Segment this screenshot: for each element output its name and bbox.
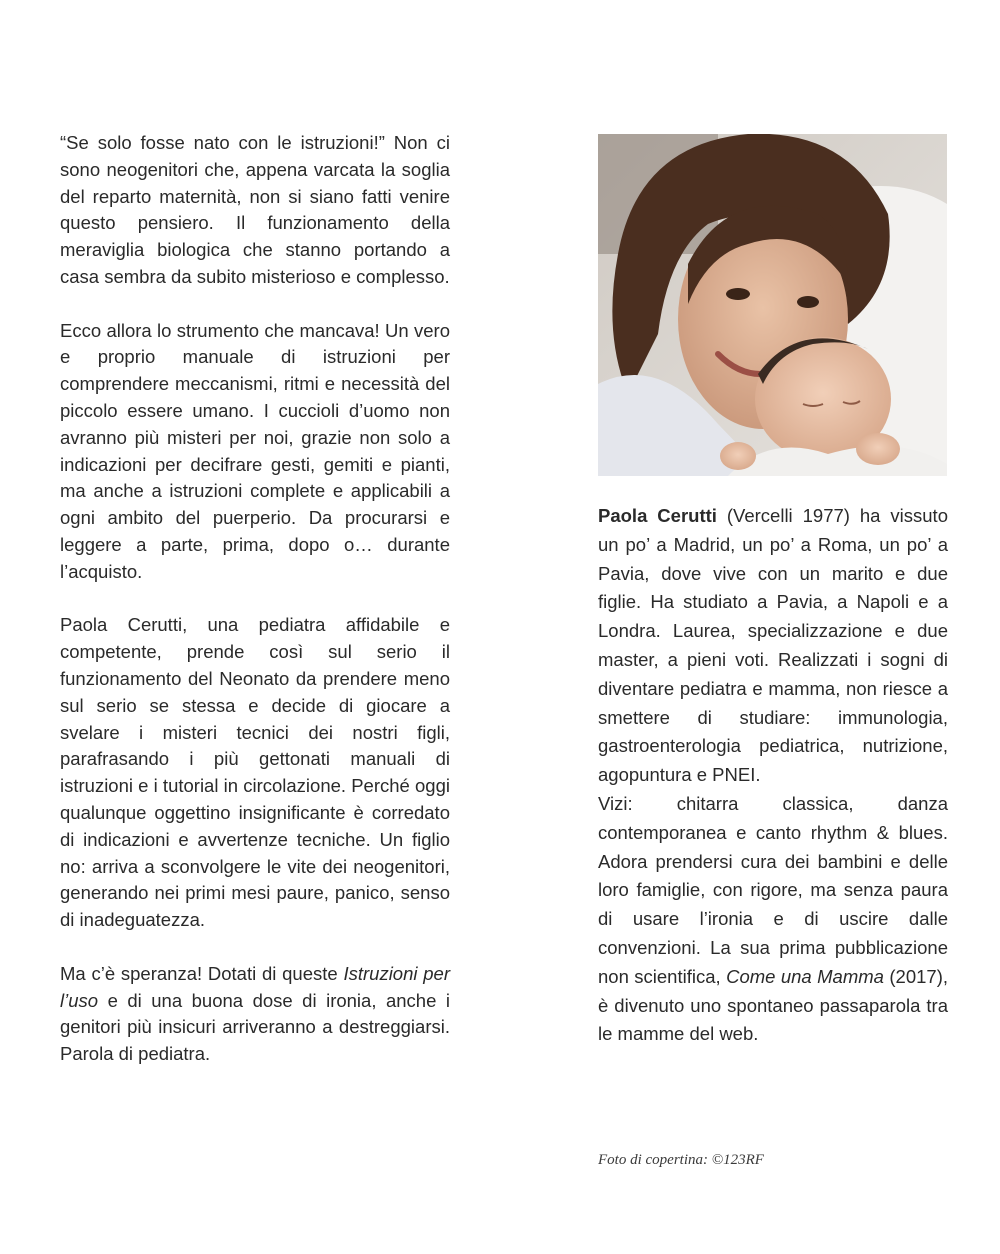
blurb-paragraph-4: [60, 961, 450, 1068]
author-bio: [598, 502, 948, 1049]
author-column: [598, 134, 948, 1049]
previous-book-title: Come una Mamma: [726, 965, 884, 987]
blurb-paragraph-3: Paola Cerutti, una pediatra affidabile e competente, prende così sul serio il funzionamento del Neonato da prendere meno sul serio se stessa e decide di giocare a svelare i misteri tecnici dei nostri figli, parafrasando i più gettonati manuali di istruzioni e i tutorial in circolazione. Perché oggi qualunque oggettino insignificante è corredato di indicazioni e avvertenze tecniche. Un figlio no: arriva a sconvolgere le vite dei neogenitori, generando nei primi mesi paure, panico, senso di inadeguatezza.: [60, 614, 450, 931]
bio-paragraph-1: [598, 502, 948, 790]
author-name: Paola Cerutti: [598, 505, 717, 526]
blurb-paragraph-2: Ecco allora lo strumento che mancava! Un vero e proprio manuale di istruzioni per comprendere meccanismi, ritmi e necessità del piccolo essere umano. I cuccioli d’uomo non avranno più misteri per noi, grazie non solo a indicazioni per decifrare gesti, gemiti e pianti, ma anche a istruzioni complete e applicabili a ogni ambito del puerperio. Da procurarsi e leggere a parte, prima, dopo o… durante l’acquisto.: [60, 319, 450, 582]
author-photo: [598, 134, 947, 476]
photo-credit: Foto di copertina: ©123RF: [598, 1152, 764, 1168]
bio-paragraph-2-start: Vizi: chitarra classica, danza contemporanea e canto rhythm & blues. Adora prendersi cura dei bambini e delle loro famiglie, con rigore, ma senza paura di usare l’ironia e di uscire dalle convenzioni. La sua prima pubblicazione non scientifica,: [598, 792, 948, 987]
bio-paragraph-2: [598, 790, 948, 1049]
book-title-italic: Istruzioni per l’uso: [60, 962, 450, 1011]
back-cover-blurb: [60, 130, 450, 1095]
bio-paragraph-1-text: (Vercelli 1977) ha vissuto un po’ a Madrid, un po’ a Roma, un po’ a Pavia, dove vive con un marito e due figlie. Ha studiato a Pavia, a Napoli e a Londra. Laurea, specializzazione e due master, a pieni voti. Realizzati i sogni di diventare pediatra e mamma, non riesce a smettere di studiare: immunologia, gastroenterologia pediatrica, nutrizione, agopuntura e PNEI.: [598, 505, 948, 786]
bio-paragraph-2-end: (2017), è divenuto uno spontaneo passaparola tra le mamme del web.: [598, 965, 948, 1045]
blurb-paragraph-4-start: Ma c’è speranza! Dotati di queste: [60, 962, 344, 984]
blurb-paragraph-1: “Se solo fosse nato con le istruzioni!” Non ci sono neogenitori che, appena varcata la soglia del reparto maternità, non si siano fatti venire questo pensiero. Il funzionamento della meraviglia biologica che stanno portando a casa sembra da subito misterioso e complesso.: [60, 132, 450, 287]
blurb-paragraph-4-end: e di una buona dose di ironia, anche i genitori più insicuri arriveranno a destreggiarsi. Parola di pediatra.: [60, 989, 450, 1065]
